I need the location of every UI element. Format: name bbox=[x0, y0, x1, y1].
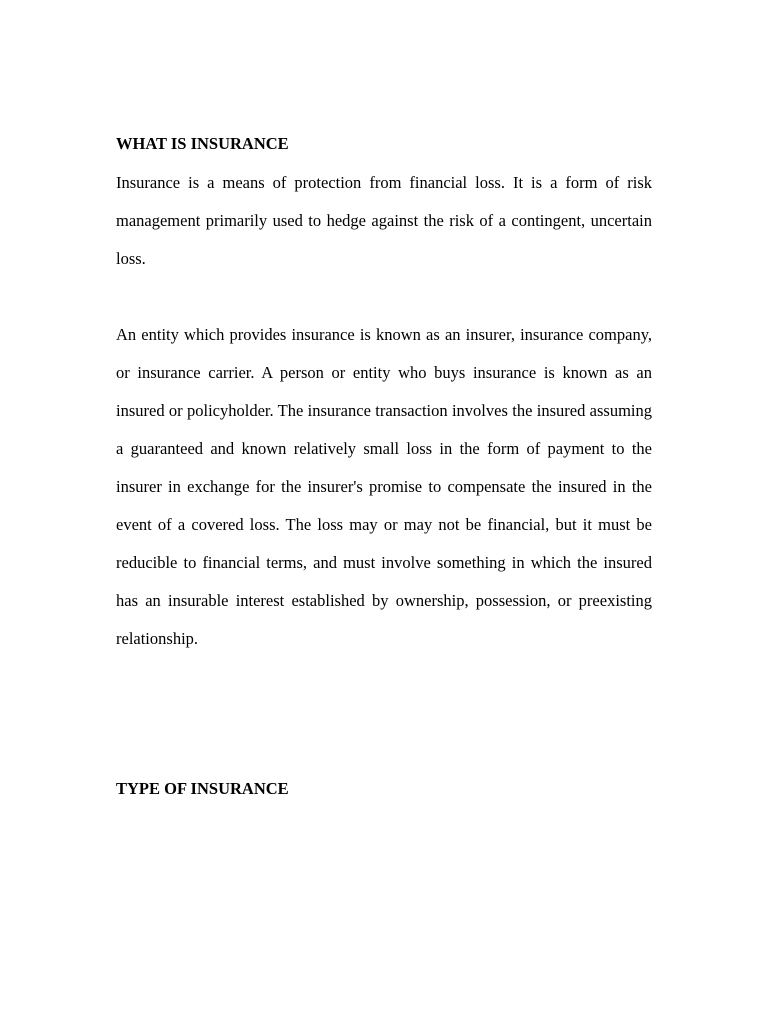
paragraph-insurer-description: An entity which provides insurance is known as an insurer, insurance company, or insurance carrier. A person or entity who buys insurance is known as an insured or policyholder. The insurance transaction involves the insured assuming a guaranteed and known relatively small loss in the form of payment to the insurer in exchange for the insurer's promise to compensate the insured in the event of a covered loss. The loss may or may not be financial, but it must be reducible to financial terms, and must involve something in which the insured has an insurable interest established by ownership, possession, or preexisting relationship. bbox=[116, 325, 652, 648]
document-page bbox=[116, 0, 652, 1024]
section-heading-what-is-insurance: WHAT IS INSURANCE bbox=[116, 134, 289, 153]
paragraph-insurance-definition: Insurance is a means of protection from financial loss. It is a form of risk management primarily used to hedge against the risk of a contingent, uncertain loss. bbox=[116, 173, 652, 268]
section-heading-type-of-insurance: TYPE OF INSURANCE bbox=[116, 779, 289, 798]
